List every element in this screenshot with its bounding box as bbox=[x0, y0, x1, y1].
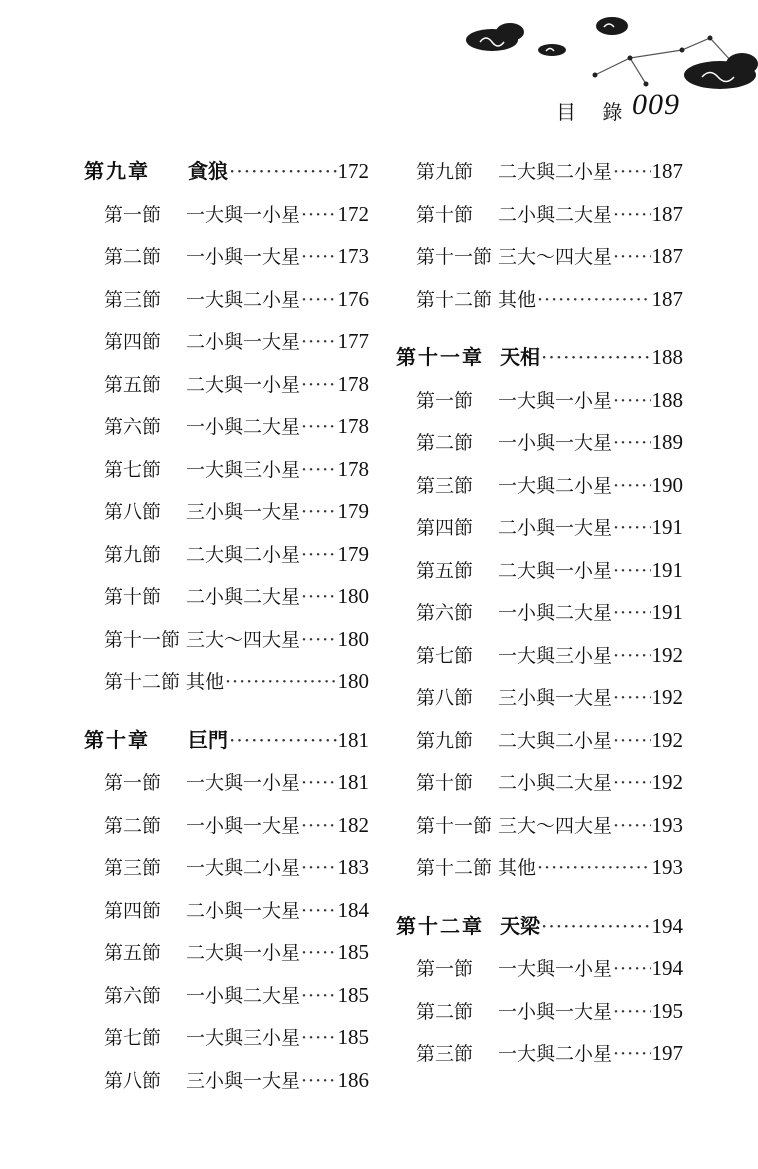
entry-page-number: 180 bbox=[337, 626, 369, 651]
toc-left-column bbox=[84, 150, 369, 1101]
entry-page-number: 172 bbox=[337, 201, 369, 226]
toc-section-entry bbox=[396, 990, 683, 1033]
entry-page-number: 187 bbox=[651, 159, 683, 183]
toc-section-entry bbox=[396, 235, 683, 278]
dot-leader bbox=[613, 677, 650, 720]
section-title: 一大與三小星 bbox=[186, 1027, 301, 1049]
toc-section-entry bbox=[84, 660, 369, 703]
section-title: 二大與一小星 bbox=[498, 559, 613, 582]
entry-page-number: 191 bbox=[651, 557, 683, 582]
section-label: 第十一節 bbox=[104, 628, 181, 651]
section-title: 一小與一大星 bbox=[498, 432, 613, 454]
section-label: 第九節 bbox=[416, 161, 474, 183]
section-label: 第二節 bbox=[416, 432, 474, 454]
section-label: 第七節 bbox=[416, 644, 474, 667]
chapter-title: 天梁 bbox=[500, 913, 540, 938]
toc-section-entry bbox=[396, 804, 683, 847]
toc-section-entry bbox=[396, 761, 683, 804]
section-title: 一小與一大星 bbox=[186, 246, 301, 268]
entry-page-number: 180 bbox=[337, 584, 369, 608]
entry-page-number: 193 bbox=[651, 855, 683, 879]
toc-section-entry bbox=[84, 405, 369, 448]
toc-section-entry bbox=[84, 761, 369, 804]
section-title: 一小與一大星 bbox=[498, 1000, 613, 1023]
section-title: 一小與一大星 bbox=[186, 814, 301, 837]
chapter-spacer bbox=[396, 320, 683, 336]
dot-leader bbox=[301, 805, 336, 848]
section-label: 第八節 bbox=[416, 687, 474, 709]
toc-section-entry bbox=[84, 618, 369, 661]
section-label: 第六節 bbox=[104, 416, 162, 438]
section-label: 第三節 bbox=[104, 857, 162, 879]
toc-section-entry bbox=[396, 193, 683, 236]
dot-leader bbox=[301, 194, 336, 237]
section-label: 第一節 bbox=[416, 389, 474, 412]
section-title: 三小與一大星 bbox=[186, 501, 301, 523]
chapter-title: 貪狼 bbox=[188, 159, 228, 183]
dot-leader bbox=[301, 1060, 336, 1103]
chapter-title: 天相 bbox=[500, 345, 540, 369]
toc-section-entry bbox=[84, 1059, 369, 1102]
dot-leader bbox=[301, 1017, 336, 1060]
section-label: 第七節 bbox=[104, 1027, 162, 1049]
section-title: 二大與二小星 bbox=[498, 161, 613, 183]
toc-chapter-entry bbox=[84, 150, 369, 193]
dot-leader bbox=[301, 932, 336, 975]
section-title: 三小與一大星 bbox=[498, 687, 613, 709]
section-label: 第九節 bbox=[416, 729, 474, 752]
section-label: 第十二節 bbox=[104, 671, 181, 693]
toc-section-entry bbox=[84, 974, 369, 1017]
toc-section-entry bbox=[84, 533, 369, 576]
section-title: 二小與一大星 bbox=[186, 331, 301, 353]
section-label: 第十節 bbox=[104, 586, 162, 608]
entry-page-number: 178 bbox=[337, 371, 369, 396]
toc-section-entry bbox=[84, 1016, 369, 1059]
section-label: 第五節 bbox=[416, 559, 474, 582]
section-label: 第三節 bbox=[104, 288, 162, 311]
toc-chapter-entry bbox=[84, 719, 369, 762]
entry-page-number: 178 bbox=[337, 456, 369, 481]
entry-page-number: 192 bbox=[651, 685, 683, 709]
chapter-label: 第十一章 bbox=[396, 345, 484, 369]
dot-leader bbox=[301, 406, 336, 449]
entry-page-number: 181 bbox=[337, 770, 369, 794]
toc-section-entry bbox=[84, 320, 369, 363]
entry-page-number: 191 bbox=[651, 600, 683, 624]
section-title: 一小與二大星 bbox=[498, 602, 613, 624]
section-title: 二小與二大星 bbox=[186, 586, 301, 608]
dot-leader bbox=[613, 422, 650, 465]
dot-leader bbox=[301, 975, 336, 1018]
section-title: 一大與二小星 bbox=[186, 857, 301, 879]
dot-leader bbox=[541, 905, 651, 948]
section-label: 第十一節 bbox=[416, 814, 493, 837]
section-label: 第四節 bbox=[104, 331, 162, 353]
entry-page-number: 178 bbox=[337, 414, 369, 438]
toc-chapter-entry bbox=[396, 336, 683, 379]
section-title: 一大與一小星 bbox=[498, 958, 613, 980]
section-label: 第八節 bbox=[104, 1069, 162, 1092]
toc-section-entry bbox=[84, 193, 369, 236]
entry-page-number: 179 bbox=[337, 499, 369, 523]
section-title: 二大與二小星 bbox=[498, 729, 613, 752]
section-title: 其他 bbox=[498, 857, 537, 879]
dot-leader bbox=[301, 491, 336, 534]
section-title: 一小與二大星 bbox=[186, 984, 301, 1007]
section-label: 第二節 bbox=[416, 1000, 474, 1023]
toc-section-entry bbox=[84, 804, 369, 847]
dot-leader bbox=[613, 720, 650, 763]
section-label: 第二節 bbox=[104, 246, 162, 268]
toc-section-entry bbox=[396, 634, 683, 677]
dot-leader bbox=[301, 236, 336, 279]
toc-section-entry bbox=[84, 931, 369, 974]
section-label: 第十一節 bbox=[416, 246, 493, 268]
entry-page-number: 189 bbox=[651, 430, 683, 454]
section-title: 一大與二小星 bbox=[498, 1043, 613, 1065]
entry-page-number: 192 bbox=[651, 770, 683, 794]
entry-page-number: 197 bbox=[651, 1041, 683, 1065]
dot-leader bbox=[613, 380, 650, 423]
entry-page-number: 194 bbox=[651, 913, 683, 938]
entry-page-number: 188 bbox=[651, 387, 683, 412]
toc-section-entry bbox=[396, 379, 683, 422]
dot-leader bbox=[613, 991, 650, 1034]
dot-leader bbox=[301, 576, 336, 619]
dot-leader bbox=[229, 150, 337, 193]
entry-page-number: 192 bbox=[651, 642, 683, 667]
entry-page-number: 179 bbox=[337, 541, 369, 566]
entry-page-number: 187 bbox=[651, 286, 683, 311]
section-label: 第十二節 bbox=[416, 288, 493, 311]
entry-page-number: 184 bbox=[337, 897, 369, 922]
section-label: 第六節 bbox=[416, 602, 474, 624]
section-label: 第四節 bbox=[416, 517, 474, 539]
section-label: 第三節 bbox=[416, 474, 474, 497]
entry-page-number: 185 bbox=[337, 940, 369, 964]
chapter-label: 第九章 bbox=[84, 159, 150, 183]
section-title: 一大與二小星 bbox=[498, 474, 613, 497]
dot-leader bbox=[613, 1033, 650, 1076]
section-label: 第十節 bbox=[416, 772, 474, 794]
dot-leader bbox=[301, 619, 336, 662]
dot-leader bbox=[613, 151, 650, 194]
dot-leader bbox=[613, 948, 650, 991]
chapter-spacer bbox=[396, 889, 683, 905]
section-label: 第八節 bbox=[104, 501, 162, 523]
dot-leader bbox=[225, 661, 336, 704]
chapter-label: 第十二章 bbox=[396, 913, 484, 938]
chapter-spacer bbox=[84, 703, 369, 719]
entry-page-number: 172 bbox=[337, 159, 369, 183]
dot-leader bbox=[301, 762, 336, 805]
toc-section-entry bbox=[396, 464, 683, 507]
entry-page-number: 191 bbox=[651, 515, 683, 539]
toc-section-entry bbox=[84, 235, 369, 278]
toc-section-entry bbox=[396, 278, 683, 321]
dot-leader bbox=[613, 805, 650, 848]
dot-leader bbox=[537, 279, 650, 322]
section-label: 第一節 bbox=[416, 958, 474, 980]
dot-leader bbox=[613, 465, 650, 508]
page-number: 009 bbox=[632, 88, 680, 121]
entry-page-number: 193 bbox=[651, 812, 683, 837]
section-title: 二小與一大星 bbox=[498, 517, 613, 539]
chapter-label: 第十章 bbox=[84, 727, 150, 752]
section-title: 其他 bbox=[186, 671, 225, 693]
section-title: 二大與一小星 bbox=[186, 942, 301, 964]
section-title: 三大～四大星 bbox=[498, 814, 613, 837]
dot-leader bbox=[301, 321, 336, 364]
dot-leader bbox=[613, 507, 650, 550]
toc-section-entry bbox=[84, 490, 369, 533]
toc-section-entry bbox=[84, 846, 369, 889]
entry-page-number: 187 bbox=[651, 201, 683, 226]
entry-page-number: 186 bbox=[337, 1067, 369, 1092]
entry-page-number: 185 bbox=[337, 1025, 369, 1049]
chapter-title: 巨門 bbox=[188, 727, 228, 752]
contents-header-label: 目 錄 bbox=[556, 100, 633, 124]
section-title: 其他 bbox=[498, 288, 537, 311]
section-title: 二小與二大星 bbox=[498, 203, 613, 226]
entry-page-number: 173 bbox=[337, 244, 369, 268]
section-label: 第三節 bbox=[416, 1043, 474, 1065]
toc-section-entry bbox=[396, 591, 683, 634]
dot-leader bbox=[541, 336, 651, 379]
section-title: 二大與一小星 bbox=[186, 373, 301, 396]
dot-leader bbox=[301, 847, 336, 890]
section-title: 一大與一小星 bbox=[186, 772, 301, 794]
entry-page-number: 194 bbox=[651, 956, 683, 980]
cloud-constellation-icon bbox=[450, 0, 758, 100]
toc-section-entry bbox=[84, 448, 369, 491]
section-title: 二小與一大星 bbox=[186, 899, 301, 922]
section-label: 第五節 bbox=[104, 942, 162, 964]
dot-leader bbox=[229, 719, 337, 762]
dot-leader bbox=[301, 449, 336, 492]
section-label: 第一節 bbox=[104, 772, 162, 794]
dot-leader bbox=[301, 534, 336, 577]
section-title: 一小與二大星 bbox=[186, 416, 301, 438]
section-label: 第十二節 bbox=[416, 857, 493, 879]
section-title: 一大與一小星 bbox=[186, 203, 301, 226]
section-title: 一大與三小星 bbox=[498, 644, 613, 667]
entry-page-number: 195 bbox=[651, 998, 683, 1023]
dot-leader bbox=[613, 236, 650, 279]
toc-section-entry bbox=[396, 506, 683, 549]
section-label: 第四節 bbox=[104, 899, 162, 922]
toc-section-entry bbox=[84, 278, 369, 321]
toc-section-entry bbox=[84, 575, 369, 618]
section-label: 第九節 bbox=[104, 543, 162, 566]
section-title: 二小與二大星 bbox=[498, 772, 613, 794]
entry-page-number: 180 bbox=[337, 669, 369, 693]
toc-section-entry bbox=[396, 150, 683, 193]
section-title: 三小與一大星 bbox=[186, 1069, 301, 1092]
dot-leader bbox=[301, 279, 336, 322]
toc-right-column bbox=[396, 150, 683, 1075]
toc-section-entry bbox=[396, 1032, 683, 1075]
dot-leader bbox=[613, 635, 650, 678]
entry-page-number: 190 bbox=[651, 472, 683, 497]
dot-leader bbox=[613, 762, 650, 805]
toc-chapter-entry bbox=[396, 905, 683, 948]
entry-page-number: 185 bbox=[337, 982, 369, 1007]
dot-leader bbox=[613, 550, 650, 593]
entry-page-number: 188 bbox=[651, 345, 683, 369]
toc-section-entry bbox=[396, 421, 683, 464]
dot-leader bbox=[613, 194, 650, 237]
entry-page-number: 183 bbox=[337, 855, 369, 879]
toc-section-entry bbox=[396, 846, 683, 889]
section-title: 一大與二小星 bbox=[186, 288, 301, 311]
entry-page-number: 181 bbox=[337, 727, 369, 752]
section-title: 三大～四大星 bbox=[498, 246, 613, 268]
toc-section-entry bbox=[396, 719, 683, 762]
section-label: 第七節 bbox=[104, 458, 162, 481]
section-title: 一大與三小星 bbox=[186, 458, 301, 481]
section-label: 第六節 bbox=[104, 984, 162, 1007]
dot-leader bbox=[301, 364, 336, 407]
section-label: 第十節 bbox=[416, 203, 474, 226]
entry-page-number: 187 bbox=[651, 244, 683, 268]
toc-section-entry bbox=[396, 947, 683, 990]
section-label: 第五節 bbox=[104, 373, 162, 396]
dot-leader bbox=[537, 847, 650, 890]
dot-leader bbox=[301, 890, 336, 933]
section-title: 一大與一小星 bbox=[498, 389, 613, 412]
dot-leader bbox=[613, 592, 650, 635]
section-label: 第二節 bbox=[104, 814, 162, 837]
section-title: 三大～四大星 bbox=[186, 628, 301, 651]
entry-page-number: 192 bbox=[651, 727, 683, 752]
entry-page-number: 177 bbox=[337, 329, 369, 353]
entry-page-number: 176 bbox=[337, 286, 369, 311]
toc-section-entry bbox=[396, 676, 683, 719]
toc-section-entry bbox=[396, 549, 683, 592]
toc-section-entry bbox=[84, 363, 369, 406]
section-title: 二大與二小星 bbox=[186, 543, 301, 566]
entry-page-number: 182 bbox=[337, 812, 369, 837]
section-label: 第一節 bbox=[104, 203, 162, 226]
toc-section-entry bbox=[84, 889, 369, 932]
